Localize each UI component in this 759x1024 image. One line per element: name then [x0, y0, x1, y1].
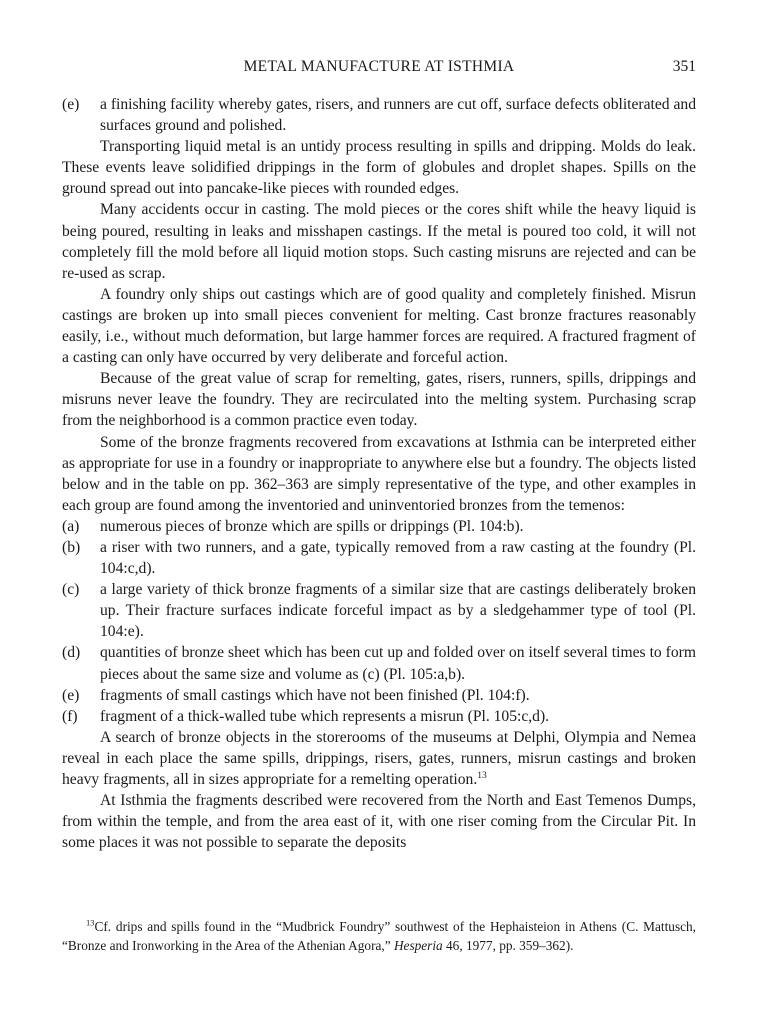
list-item-label: (f) — [62, 707, 78, 725]
list-item-text: a finishing facility whereby gates, risers, and runners are cut off, surface defects obliterated and surfaces ground and polished. — [100, 96, 696, 135]
list-item — [62, 706, 696, 727]
footnote — [62, 917, 696, 955]
list-item-label: (e) — [62, 96, 80, 113]
footnote-mark: 13 — [86, 917, 95, 928]
list-item — [62, 537, 696, 579]
fragment-list — [62, 516, 696, 727]
footnote-text — [62, 917, 696, 955]
list-item-label: (b) — [62, 538, 81, 556]
list-item-label: (a) — [62, 517, 80, 535]
list-item — [62, 94, 696, 136]
paragraph: Some of the bronze fragments recovered from excavations at Isthmia can be interpreted either as appropriate for use in a foundry or inappropriate to anywhere else but a foundry. The objects listed below and in the table on pp. 362–363 are simply representative of the type, and other examples in each group are found among the inventoried and uninventoried bronzes from the temenos: — [62, 433, 696, 514]
list-item — [62, 685, 696, 706]
paragraph: At Isthmia the fragments described were recovered from the North and East Temenos Dumps, from within the temple, and from the area east of it, with one riser coming from the Circular Pit. In some places it was not possible to separate the deposits — [62, 792, 696, 852]
paragraph: A foundry only ships out castings which are of good quality and completely finished. Misrun castings are broken up into small pieces convenient for melting. Cast bronze fractures reasonably easily, i.e., without much deformation, but large hammer forces are required. A fractured fragment of a casting can only have occurred by very deliberate and forceful action. — [62, 285, 696, 367]
paragraph — [62, 727, 696, 790]
list-item-text: fragment of a thick-walled tube which represents a misrun (Pl. 105:c,d). — [100, 707, 550, 725]
page-number: 351 — [672, 58, 696, 75]
main-text — [62, 94, 696, 853]
paragraph: Transporting liquid metal is an untidy process resulting in spills and dripping. Molds do leak. These events leave solidified drippings in the form of globules and droplet shapes. Spills on the ground spread out into pancake-like pieces with rounded edges. — [62, 138, 696, 198]
paragraph: Because of the great value of scrap for remelting, gates, risers, runners, spills, drippings and misruns never leave the foundry. They are recirculated into the melting system. Purchasing scrap from the neighborhood is a common practice even today. — [62, 370, 696, 430]
journal-title: Hesperia — [393, 938, 443, 953]
list-item-text: numerous pieces of bronze which are spills or drippings (Pl. 104:b). — [100, 517, 524, 535]
paragraph-text: A search of bronze objects in the storerooms of the museums at Delphi, Olympia and Nemea reveal in each place the same spills, drippings, risers, gates, runners, misrun castings and broken heavy fragments, all in sizes appropriate for a remelting operation. — [62, 728, 696, 788]
list-item-text: fragments of small castings which have not been finished (Pl. 104:f). — [100, 686, 530, 704]
list-item-label: (c) — [62, 581, 80, 599]
footnote-text-before: Cf. drips and spills found in the “Mudbrick Foundry” southwest of the Hephaisteion in Athens (C. Mattusch, “Bronze and Ironworking in the Area of the Athenian Agora,” — [62, 919, 696, 953]
list-item-text: a riser with two runners, and a gate, typically removed from a raw casting at the foundry (Pl. 104:c,d). — [100, 538, 696, 578]
running-title: METAL MANUFACTURE AT ISTHMIA — [243, 58, 515, 75]
list-item — [62, 642, 696, 684]
footnote-text-after: 46, 1977, pp. 359–362). — [442, 938, 574, 953]
running-header — [62, 58, 696, 80]
list-item — [62, 516, 696, 537]
paragraph: Many accidents occur in casting. The mold pieces or the cores shift while the heavy liquid is being poured, resulting in leaks and misshapen castings. If the metal is poured too cold, it will not completely fill the mold before all liquid motion stops. Such casting misruns are rejected and can be re-used as scrap. — [62, 201, 696, 282]
footnote-reference[interactable]: 13 — [477, 770, 487, 781]
list-item-text: a large variety of thick bronze fragments of a similar size that are castings deliberately broken up. Their fracture surfaces indicate forceful impact as by a sledgehammer type of tool (Pl. 104:e). — [100, 581, 696, 641]
list-item-text: quantities of bronze sheet which has been cut up and folded over on itself several times to form pieces about the same size and volume as (c) (Pl. 105:a,b). — [100, 644, 696, 683]
list-item — [62, 579, 696, 642]
list-item-label: (d) — [62, 644, 81, 662]
list-item-label: (e) — [62, 686, 80, 704]
